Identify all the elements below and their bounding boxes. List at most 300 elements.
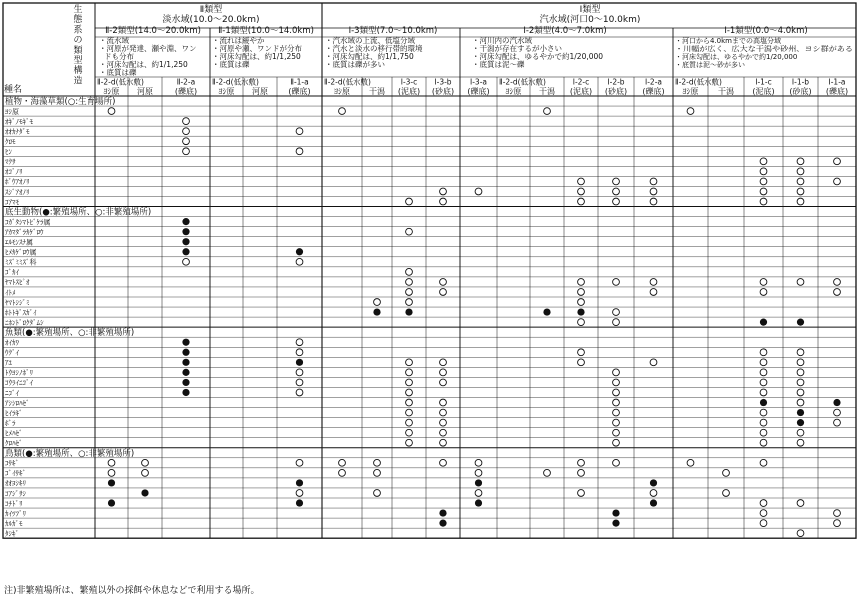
column-subtype: (礫底) — [642, 87, 665, 96]
breeding-mark — [577, 308, 584, 315]
species-name: ﾐｽﾞﾐﾐｽﾞ科 — [5, 258, 37, 267]
table-row — [5, 359, 804, 367]
non-breeding-mark — [834, 419, 841, 426]
non-breeding-mark — [374, 469, 381, 476]
column-code: Ⅱ-2-d(低水敷) — [212, 77, 259, 87]
table-row — [5, 308, 619, 316]
column-subtype: (泥底) — [752, 87, 775, 96]
species-name: ｶﾙｶﾞﾓ — [5, 519, 23, 528]
table-row — [5, 369, 804, 377]
species-name: ﾄｳﾖｼﾉﾎﾞﾘ — [5, 369, 33, 378]
non-breeding-mark — [687, 108, 694, 115]
non-breeding-mark — [475, 459, 482, 466]
non-breeding-mark — [440, 459, 447, 466]
non-breeding-mark — [613, 409, 620, 416]
non-breeding-mark — [406, 359, 413, 366]
note-line: ・河床勾配は、ゆるやかで約1/20,000 — [472, 52, 604, 61]
non-breeding-mark — [440, 279, 447, 286]
non-breeding-mark — [183, 148, 190, 155]
non-breeding-mark — [296, 379, 303, 386]
non-breeding-mark — [440, 379, 447, 386]
section-title: 底生動物(●:繁殖場所、○:非繁殖場所) — [5, 207, 152, 218]
non-breeding-mark — [296, 258, 303, 265]
note-line: ・流水域 — [99, 36, 129, 45]
table-row — [5, 258, 303, 267]
breeding-mark — [182, 339, 189, 346]
column-code: Ⅱ-1-a — [290, 77, 309, 87]
non-breeding-mark — [406, 289, 413, 296]
non-breeding-mark — [440, 429, 447, 436]
column-code: Ⅰ-2-a — [645, 77, 662, 87]
table-row — [5, 419, 840, 427]
breeding-mark — [543, 308, 550, 315]
breeding-mark — [650, 479, 657, 486]
non-breeding-mark — [440, 409, 447, 416]
vertical-char: 造 — [73, 76, 83, 87]
non-breeding-mark — [834, 520, 841, 527]
column-code: Ⅱ-2-d(低水敷) — [324, 77, 371, 87]
non-breeding-mark — [723, 469, 730, 476]
species-column-label: 種名 — [4, 85, 23, 95]
non-breeding-mark — [760, 510, 767, 517]
non-breeding-mark — [613, 399, 620, 406]
non-breeding-mark — [578, 289, 585, 296]
table-row — [5, 409, 840, 417]
species-name: ﾔﾏﾄｼｼﾞﾐ — [5, 298, 30, 307]
non-breeding-mark — [578, 279, 585, 286]
group-I-title: Ⅰ類型 — [579, 5, 601, 15]
species-name: ｺｱﾏﾓ — [5, 198, 19, 207]
non-breeding-mark — [797, 168, 804, 175]
note-line: ・河原や瀬、ワンドが分布 — [212, 44, 302, 53]
table-row — [5, 158, 840, 166]
non-breeding-mark — [760, 349, 767, 356]
column-code: Ⅰ-3-a — [470, 77, 487, 87]
table-row — [5, 349, 804, 357]
non-breeding-mark — [406, 268, 413, 275]
breeding-mark — [296, 499, 303, 506]
column-subtype: 干潟 — [539, 87, 555, 96]
column-subtype: (砂底) — [789, 87, 812, 96]
vertical-char: 系 — [73, 25, 83, 36]
species-name: ﾎﾞﾗ — [5, 419, 16, 428]
column-code: Ⅱ-2-a — [176, 77, 196, 87]
note-line: ・底質は泥〜礫 — [472, 60, 525, 69]
breeding-mark — [833, 399, 840, 406]
species-name: ｱｶﾏﾀﾞﾗｶｹﾞﾛｳ — [5, 228, 44, 237]
species-name: ｺﾞｲｻｷﾞ — [5, 469, 26, 478]
non-breeding-mark — [296, 459, 303, 466]
breeding-mark — [182, 238, 189, 245]
note-line: ドも分布 — [104, 52, 134, 61]
column-subtype: (礫底) — [174, 87, 198, 96]
note-line: ・河原が発達、瀬や淵、ワン — [99, 44, 197, 53]
subtype-I1-notes — [675, 36, 853, 69]
subtype-II2-title: Ⅱ-2類型(14.0〜20.0km) — [105, 26, 201, 36]
non-breeding-mark — [142, 469, 149, 476]
non-breeding-mark — [797, 158, 804, 165]
non-breeding-mark — [797, 389, 804, 396]
breeding-mark — [141, 489, 148, 496]
non-breeding-mark — [650, 178, 657, 185]
non-breeding-mark — [760, 439, 767, 446]
note-line: ・川幅が広く、広大な干潟や砂州、ヨシ群がある — [675, 45, 829, 53]
corner-cell — [4, 3, 83, 95]
species-name: ﾋﾒｶｹﾞﾛｳ属 — [5, 248, 37, 257]
subtype-I2-title: Ⅰ-2類型(4.0〜7.0km) — [523, 26, 607, 36]
table-row — [5, 107, 694, 116]
species-name: ｸﾛﾓ — [5, 138, 16, 146]
species-name: ｽｼﾞｱｵﾉﾘ — [5, 188, 30, 197]
note-line: ・河口から4.0kmまでの高塩分域 — [675, 37, 782, 45]
non-breeding-mark — [613, 459, 620, 466]
non-breeding-mark — [406, 389, 413, 396]
breeding-mark — [439, 509, 446, 516]
non-breeding-mark — [440, 359, 447, 366]
species-name: ｵｵﾖｼｷﾘ — [5, 479, 26, 488]
breeding-mark — [108, 499, 115, 506]
vertical-char: 類 — [73, 45, 83, 56]
table-row — [5, 148, 303, 156]
non-breeding-mark — [183, 128, 190, 135]
breeding-mark — [108, 479, 115, 486]
column-subtype: ﾖｼ原 — [103, 87, 120, 96]
non-breeding-mark — [440, 198, 447, 205]
breeding-mark — [296, 359, 303, 366]
non-breeding-mark — [650, 490, 657, 497]
column-subtype: (砂底) — [604, 87, 628, 96]
non-breeding-mark — [374, 299, 381, 306]
column-code: Ⅰ-1-a — [828, 77, 846, 87]
non-breeding-mark — [613, 439, 620, 446]
non-breeding-mark — [406, 279, 413, 286]
table-row — [5, 188, 804, 196]
non-breeding-mark — [406, 369, 413, 376]
non-breeding-mark — [613, 379, 620, 386]
non-breeding-mark — [613, 198, 620, 205]
table-row — [5, 319, 804, 327]
non-breeding-mark — [760, 188, 767, 195]
non-breeding-mark — [183, 138, 190, 145]
subtype-II2-notes — [99, 35, 197, 77]
note-line: ・河川内の汽水域 — [472, 36, 532, 45]
non-breeding-mark — [613, 319, 620, 326]
column-subtype: (礫底) — [825, 87, 849, 96]
column-subtype: 干潟 — [369, 87, 385, 96]
non-breeding-mark — [578, 490, 585, 497]
column-code: Ⅱ-2-d(低水敷) — [675, 77, 722, 87]
non-breeding-mark — [797, 399, 804, 406]
column-subtype: 干潟 — [718, 87, 734, 96]
non-breeding-mark — [613, 309, 620, 316]
subtype-II1-title: Ⅱ-1類型(10.0〜14.0km) — [218, 26, 314, 36]
table-row — [5, 509, 840, 517]
non-breeding-mark — [296, 128, 303, 135]
note-line: ・底質は礫 — [99, 68, 137, 77]
non-breeding-mark — [650, 359, 657, 366]
group-II-range: 淡水域(10.0〜20.0km) — [162, 15, 260, 25]
species-name: ﾆﾎﾝﾄﾞﾛｸﾀﾞﾑｼ — [5, 318, 44, 327]
column-subtype: ﾖｼ原 — [218, 87, 235, 96]
table-row — [5, 389, 804, 397]
note-line: ・底質は泥〜砂が多い — [675, 61, 745, 69]
non-breeding-mark — [339, 108, 346, 115]
species-name: ｺｻｷﾞ — [5, 459, 19, 468]
non-breeding-mark — [440, 188, 447, 195]
subtype-I2-notes — [472, 35, 603, 69]
table-row — [5, 429, 804, 437]
group-I-range: 汽水域(河口0〜10.0km) — [539, 15, 641, 25]
subtype-II1-notes — [212, 35, 302, 69]
non-breeding-mark — [440, 419, 447, 426]
table-row — [5, 469, 729, 477]
non-breeding-mark — [797, 500, 804, 507]
non-breeding-mark — [544, 108, 551, 115]
breeding-mark — [760, 319, 767, 326]
non-breeding-mark — [440, 399, 447, 406]
breeding-mark — [182, 379, 189, 386]
non-breeding-mark — [834, 178, 841, 185]
non-breeding-mark — [797, 359, 804, 366]
non-breeding-mark — [578, 188, 585, 195]
subtype-I3-title: Ⅰ-3類型(7.0〜10.0km) — [348, 26, 438, 36]
non-breeding-mark — [613, 188, 620, 195]
breeding-mark — [475, 499, 482, 506]
table-row — [5, 128, 303, 136]
species-name: ﾏｸｻ — [5, 158, 16, 167]
non-breeding-mark — [296, 369, 303, 376]
non-breeding-mark — [374, 459, 381, 466]
note-line: ・汽水と淡水の移行帯的環境 — [325, 44, 423, 53]
table-row — [5, 228, 412, 236]
non-breeding-mark — [723, 490, 730, 497]
species-name: ｵｵｶﾅﾀﾞﾓ — [5, 127, 30, 136]
table-row — [5, 198, 804, 206]
species-name: ﾎﾞｳｱｵﾉﾘ — [5, 178, 30, 187]
column-subtype: (泥底) — [397, 87, 421, 96]
breeding-mark — [439, 520, 446, 527]
species-name: ﾖｼ原 — [5, 107, 19, 116]
non-breeding-mark — [760, 429, 767, 436]
section-title: 鳥類(●:繁殖場所、○:非繁殖場所) — [5, 448, 135, 459]
non-breeding-mark — [797, 349, 804, 356]
non-breeding-mark — [406, 198, 413, 205]
species-name: ﾀｼｷﾞ — [5, 529, 19, 538]
column-code: Ⅰ-1-b — [791, 77, 810, 87]
breeding-mark — [797, 409, 804, 416]
breeding-mark — [612, 509, 619, 516]
non-breeding-mark — [296, 389, 303, 396]
breeding-mark — [296, 479, 303, 486]
note-line: ・流れは緩やか — [212, 36, 265, 45]
species-name: ｴﾙﾓﾝｽﾅ属 — [5, 238, 33, 247]
table-row — [5, 499, 804, 507]
subtype-I1-title: Ⅰ-1類型(0.0〜4.0km) — [724, 26, 808, 36]
non-breeding-mark — [406, 228, 413, 235]
non-breeding-mark — [578, 198, 585, 205]
footnote: 注)非繁殖場所は、繁殖以外の採餌や休息などで利用する場所。 — [4, 586, 260, 596]
non-breeding-mark — [440, 439, 447, 446]
non-breeding-mark — [613, 369, 620, 376]
breeding-mark — [182, 359, 189, 366]
non-breeding-mark — [296, 349, 303, 356]
non-breeding-mark — [374, 490, 381, 497]
note-line: ・汽水域の上流、低塩分域 — [325, 36, 415, 45]
non-breeding-mark — [339, 459, 346, 466]
table-row — [5, 178, 840, 186]
non-breeding-mark — [760, 379, 767, 386]
non-breeding-mark — [797, 369, 804, 376]
non-breeding-mark — [406, 429, 413, 436]
non-breeding-mark — [650, 198, 657, 205]
table-row — [5, 339, 303, 347]
non-breeding-mark — [183, 258, 190, 265]
vertical-char: 態 — [73, 15, 83, 26]
species-name: ｺｶﾞﾀｼﾏﾄﾋﾞｹﾗ属 — [5, 218, 51, 227]
breeding-mark — [475, 479, 482, 486]
breeding-mark — [182, 369, 189, 376]
non-breeding-mark — [475, 469, 482, 476]
non-breeding-mark — [613, 429, 620, 436]
non-breeding-mark — [440, 289, 447, 296]
column-subtype: ﾖｼ原 — [334, 87, 350, 96]
column-code: Ⅱ-2-d(低水敷) — [97, 77, 144, 87]
non-breeding-mark — [760, 279, 767, 286]
non-breeding-mark — [760, 419, 767, 426]
non-breeding-mark — [797, 429, 804, 436]
non-breeding-mark — [760, 158, 767, 165]
non-breeding-mark — [578, 178, 585, 185]
non-breeding-mark — [406, 379, 413, 386]
table-row — [5, 520, 840, 528]
non-breeding-mark — [760, 500, 767, 507]
non-breeding-mark — [797, 178, 804, 185]
non-breeding-mark — [613, 178, 620, 185]
column-code: Ⅱ-2-d(低水敷) — [499, 77, 546, 87]
species-name: ﾋﾒﾊｾﾞ — [5, 429, 23, 438]
non-breeding-mark — [578, 319, 585, 326]
table-row — [5, 459, 767, 467]
vertical-char: 型 — [73, 56, 83, 66]
non-breeding-mark — [650, 279, 657, 286]
non-breeding-mark — [760, 168, 767, 175]
species-name: ｺﾁﾄﾞﾘ — [5, 499, 23, 508]
species-name: ｶｲﾂﾌﾞﾘ — [5, 509, 26, 518]
non-breeding-mark — [578, 299, 585, 306]
table-row — [5, 299, 584, 307]
species-name: ｵｷﾞﾉﾓｷﾞﾓ — [5, 117, 33, 126]
vertical-char: の — [73, 35, 83, 46]
column-code: Ⅰ-3-c — [400, 77, 418, 87]
non-breeding-mark — [760, 409, 767, 416]
species-name: ｺｱｼﾞｻｼ — [5, 489, 26, 498]
non-breeding-mark — [834, 510, 841, 517]
species-name: ﾆｺﾞｲ — [5, 389, 19, 398]
table-row — [5, 138, 189, 146]
non-breeding-mark — [650, 188, 657, 195]
column-code: Ⅰ-1-c — [755, 77, 772, 87]
non-breeding-mark — [760, 520, 767, 527]
non-breeding-mark — [108, 459, 115, 466]
non-breeding-mark — [406, 399, 413, 406]
table-row — [5, 248, 303, 257]
column-subtype: ﾖｼ原 — [682, 87, 699, 96]
note-line: ・河床勾配は、約1/1,250 — [212, 52, 301, 61]
non-breeding-mark — [475, 490, 482, 497]
breeding-mark — [182, 218, 189, 225]
table-row — [5, 439, 804, 447]
non-breeding-mark — [183, 118, 190, 125]
non-breeding-mark — [108, 469, 115, 476]
non-breeding-mark — [650, 289, 657, 296]
table-row — [5, 489, 729, 497]
breeding-mark — [296, 248, 303, 255]
species-name: ｺﾞｶｲ — [5, 268, 19, 277]
table-row — [5, 479, 657, 487]
non-breeding-mark — [797, 439, 804, 446]
table-row — [5, 268, 412, 276]
species-name: ﾔﾏﾄｽﾋﾟｵ — [5, 278, 30, 287]
note-line: ・底質は礫が多い — [325, 60, 385, 69]
breeding-mark — [797, 419, 804, 426]
species-name: ﾎﾄﾄｷﾞｽｶﾞｲ — [5, 308, 37, 317]
non-breeding-mark — [406, 409, 413, 416]
species-name: ﾋﾝ — [5, 148, 12, 157]
non-breeding-mark — [108, 108, 115, 115]
note-line: ・河床勾配は、約1/1,750 — [325, 52, 414, 61]
non-breeding-mark — [475, 188, 482, 195]
non-breeding-mark — [578, 459, 585, 466]
column-subtype: ﾖｼ原 — [505, 87, 522, 96]
species-name: ｵｺﾞﾉﾘ — [5, 168, 23, 177]
breeding-mark — [182, 248, 189, 255]
breeding-mark — [612, 520, 619, 527]
breeding-mark — [182, 349, 189, 356]
column-subtype: (礫底) — [288, 87, 311, 96]
breeding-mark — [797, 319, 804, 326]
note-line: ・河床勾配は、ゆるやかで約1/20,000 — [675, 53, 798, 61]
section-title: 植物・海藻草類(○:生育場所) — [5, 97, 116, 107]
table-row — [5, 279, 840, 287]
breeding-mark — [760, 399, 767, 406]
species-name: ｸﾛﾊｾﾞ — [5, 439, 23, 448]
table-row — [5, 530, 804, 538]
note-line: ・底質は礫 — [212, 60, 250, 69]
non-breeding-mark — [797, 188, 804, 195]
species-name: ﾋｲﾗｷﾞ — [5, 409, 23, 418]
non-breeding-mark — [760, 198, 767, 205]
non-breeding-mark — [578, 469, 585, 476]
non-breeding-mark — [339, 469, 346, 476]
species-name: ｳｸﾞｲ — [5, 349, 19, 358]
non-breeding-mark — [760, 289, 767, 296]
non-breeding-mark — [613, 279, 620, 286]
breeding-mark — [182, 228, 189, 235]
column-subtype: 河原 — [252, 87, 268, 96]
non-breeding-mark — [834, 158, 841, 165]
non-breeding-mark — [440, 369, 447, 376]
column-code: Ⅰ-3-b — [434, 77, 452, 87]
group-II-title: Ⅱ類型 — [199, 5, 223, 15]
non-breeding-mark — [296, 490, 303, 497]
breeding-mark — [650, 499, 657, 506]
non-breeding-mark — [406, 439, 413, 446]
non-breeding-mark — [296, 339, 303, 346]
non-breeding-mark — [760, 178, 767, 185]
species-name: ｱﾕ — [5, 359, 12, 368]
column-subtype: (泥底) — [569, 87, 593, 96]
non-breeding-mark — [578, 349, 585, 356]
